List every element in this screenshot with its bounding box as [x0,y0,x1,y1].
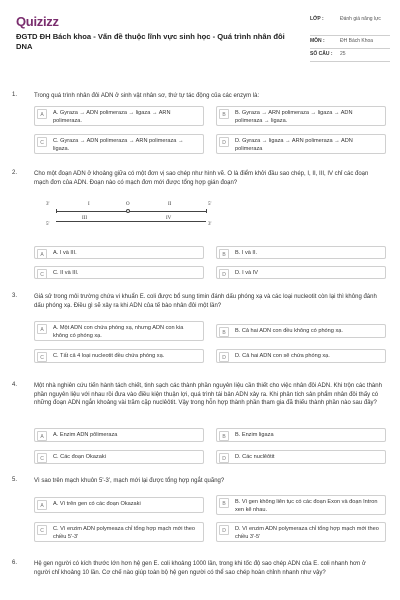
mon-label: MÔN : [310,38,325,44]
socau-value: 25 [340,51,346,57]
option-c[interactable] [34,349,204,363]
question-number: 1. [12,92,18,98]
worksheet-header [12,10,388,70]
tick [56,209,57,213]
option-text: D. I và IV [235,270,259,276]
label-segment-4: IV [166,216,172,221]
option-d[interactable] [216,134,386,154]
label-segment-1: I [88,202,90,207]
question-text: Vì sao trên mạch khuôn 5'-3', mạch mới lại được tổng hợp ngắt quãng? [34,478,225,484]
question-3 [12,293,388,373]
option-c[interactable] [34,134,204,154]
strand-bottom [56,221,206,222]
lop-label: LỚP : [310,16,324,22]
question-number: 2. [12,170,18,176]
meta-row-socau [310,49,390,62]
option-letter: D [219,453,229,463]
label-top-right: 5' [208,202,212,207]
option-b[interactable] [216,106,386,126]
meta-row-lop [310,14,390,36]
label-bottom-left: 5' [46,222,50,227]
option-text: B. Vì gen không liên tục có các đoạn Exon và đoạn Intron xen kẽ nhau. [235,499,378,514]
option-letter: C [37,352,47,362]
option-letter: D [219,269,229,279]
option-text: A. Vì trên gen có các đoạn Okazaki [53,501,141,507]
option-a[interactable] [34,246,204,259]
quizizz-logo[interactable]: Quizizz [16,14,59,29]
strand-top [56,211,206,212]
option-letter: B [219,109,229,119]
worksheet-title: ĐGTD ĐH Bách khoa - Vấn đề thuộc lĩnh vực sinh học - Quá trình nhân đôi DNA [16,32,285,51]
option-letter: C [37,453,47,463]
option-text: B. Enzim ligaza [235,432,274,438]
option-c[interactable] [34,450,204,464]
option-a[interactable] [34,321,204,341]
option-text: A. I và III. [53,250,77,256]
option-d[interactable] [216,522,386,542]
option-text: C. Tất cả 4 loại nucleotit đều chứa phóng xạ. [53,353,165,359]
question-text: Hệ gen người có kích thước lớn hơn hệ gen E. coli khoảng 1000 lần, trong khi tốc độ sao chép ADN của E. coli nhanh hơn ở người chỉ khoảng 10 lần. Cơ chế nào giúp toàn bộ hệ gen người có thể sao chép hoàn chỉnh nhanh như vậy? [34,561,366,576]
worksheet-meta [310,14,390,62]
option-letter: A [37,500,47,510]
option-letter: A [37,249,47,259]
option-b[interactable] [216,324,386,338]
origin-marker [126,209,130,213]
question-number: 6. [12,560,18,566]
option-text: C. II và III. [53,270,79,276]
question-2 [12,170,388,282]
option-letter: A [37,431,47,441]
option-letter: B [219,431,229,441]
option-a[interactable] [34,497,204,513]
option-d[interactable] [216,266,386,279]
option-letter: D [219,525,229,535]
option-c[interactable] [34,266,204,279]
mon-value: ĐH Bách Khoa [340,38,374,44]
question-text: Trong quá trình nhân đôi ADN ở sinh vật nhân sơ, thứ tự tác động của các enzym là: [34,93,260,99]
question-1 [12,92,388,162]
question-text: Một nhà nghiên cứu tiến hành tách chiết, tinh sạch các thành phần nguyên liệu cần thiết cho việc nhân đôi ADN. Khi trộn các thành phần nguyên liệu với nhau rồi đưa vào điều kiện thuận lợi, quá trình tái bản ADN xảy ra. Khi phân tích sản phẩm nhân đôi thấy có những đoạn ADN ngắn khoảng vài trăm cặp nuclêôtit. Vậy trong hỗn hợp thành phần tham gia đã thiếu thành phần nào sau đây? [34,383,382,407]
option-letter: C [37,137,47,147]
question-text: Giả sử trong môi trường chứa vi khuẩn E. coli được bổ sung timin đánh dấu phóng xạ và các loại nucleotit còn lại thì không đánh dấu phóng xạ. Điều gì sẽ xảy ra khi ADN của tế bào nhân đôi một lần? [34,294,377,309]
tick [206,209,207,213]
option-d[interactable] [216,349,386,363]
option-b[interactable] [216,246,386,259]
option-a[interactable] [34,428,204,442]
option-letter: A [37,324,47,334]
option-text: D. Gyraza → ligaza → ARN polimeraza → ADN polimeraza [235,138,353,153]
option-text: A. Gyraza → ADN polimeraza → ligaza → ARN polimeraza. [53,110,171,125]
meta-row-mon [310,36,390,49]
option-letter: C [37,269,47,279]
socau-label: SỐ CÂU : [310,51,333,57]
option-text: C. Các đoạn Okazaki [53,454,106,460]
label-origin: O [126,202,130,207]
option-text: B. I và II. [235,250,258,256]
option-text: A. Enzim ADN pôlimeraza [53,432,118,438]
option-letter: B [219,249,229,259]
option-text: B. Cả hai ADN con đều không có phóng xạ. [235,328,343,334]
option-text: D. Các nuclêôtit [235,454,275,460]
dna-replication-diagram [46,194,222,234]
option-letter: B [219,498,229,508]
option-d[interactable] [216,450,386,464]
option-text: D. Cả hai ADN con sẽ chứa phóng xạ. [235,353,330,359]
option-letter: D [219,352,229,362]
option-text: C. Vì enzim ADN polymeaza chỉ tổng hợp mạch mới theo chiều 5'-3' [53,526,195,541]
question-text: Cho một đoạn ADN ở khoảng giữa có một đơn vị sao chép như hình vẽ. O là điểm khởi đầu sao chép, I, II, III, IV chỉ các đoạn mạch đơn của ADN. Đoạn nào có mạch đơn mới được tổng hợp gián đoạn? [34,171,369,186]
question-number: 3. [12,293,18,299]
question-6 [12,560,388,596]
lop-value: Đánh giá năng lực [340,16,381,22]
option-text: C. Gyraza → ADN polimeraza → ARN polimeraza → ligaza. [53,138,184,153]
question-5 [12,477,388,552]
label-segment-3: III [82,216,87,221]
option-letter: C [37,525,47,535]
option-letter: D [219,137,229,147]
question-4 [12,382,388,470]
option-c[interactable] [34,522,204,542]
option-b[interactable] [216,495,386,515]
option-letter: B [219,327,229,337]
option-text: D. Vì enzim ADN polymeraza chỉ tổng hợp mạch mới theo chiều 3'-5' [235,526,379,541]
option-text: B. Gyraza → ARN polimeraza → ligaza → ADN polimeraza → ligaza. [235,110,353,125]
label-segment-2: II [168,202,172,207]
label-bottom-right: 3' [208,222,212,227]
option-letter: A [37,109,47,119]
option-text: A. Một ADN con chứa phóng xạ, nhưng ADN con kia không có phóng xạ. [53,325,184,340]
question-number: 4. [12,382,18,388]
option-b[interactable] [216,428,386,442]
question-number: 5. [12,477,18,483]
option-a[interactable] [34,106,204,126]
label-top-left: 3' [46,202,50,207]
